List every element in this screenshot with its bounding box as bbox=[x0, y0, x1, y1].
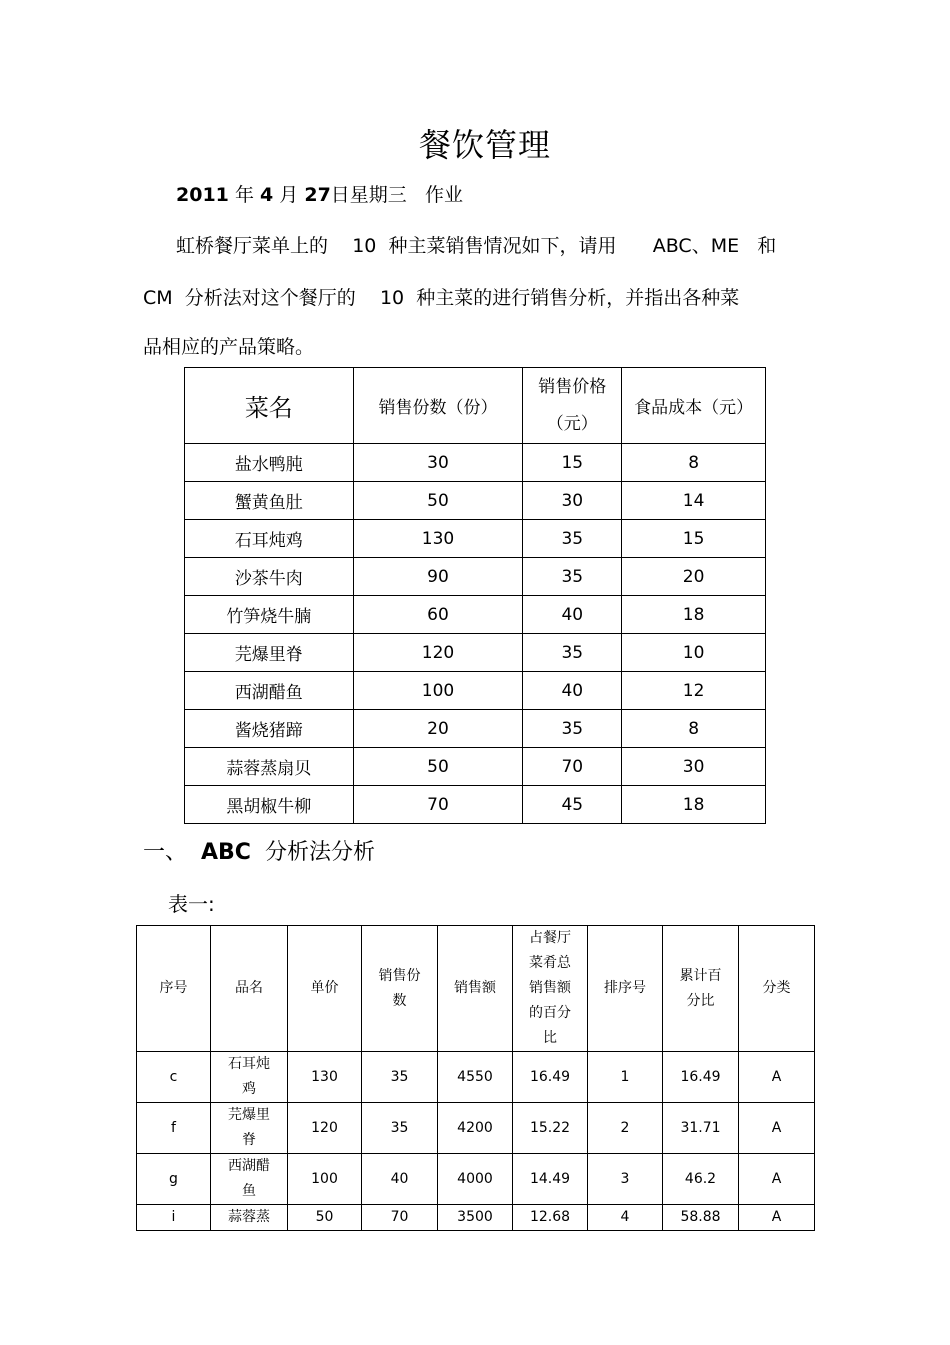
table-row bbox=[185, 596, 766, 634]
cell-rank: 2 bbox=[588, 1103, 663, 1154]
cell-cumulative: 46.2 bbox=[663, 1154, 739, 1205]
cell-name bbox=[211, 1154, 288, 1205]
intro-text: 分析法对这个餐厅的 bbox=[184, 287, 356, 309]
section-heading-abc bbox=[143, 835, 375, 866]
section-prefix: 一、 bbox=[143, 840, 188, 865]
cell-class: A bbox=[739, 1052, 815, 1103]
assignment-label: 作业 bbox=[424, 184, 463, 206]
cell-qty: 20 bbox=[353, 710, 523, 748]
cell-qty: 120 bbox=[353, 634, 523, 672]
cell-seq: g bbox=[137, 1154, 211, 1205]
table-row bbox=[137, 1052, 815, 1103]
section-abc: ABC bbox=[201, 840, 251, 865]
cell-class: A bbox=[739, 1154, 815, 1205]
cell-cost: 18 bbox=[622, 596, 766, 634]
cell-unit-price: 130 bbox=[288, 1052, 362, 1103]
header-qty-line2: 数 bbox=[392, 992, 407, 1009]
table-row bbox=[185, 748, 766, 786]
header-percent-line3: 销售额 bbox=[529, 980, 571, 996]
cell-seq: i bbox=[137, 1205, 211, 1231]
header-price-line1: 销售价格 bbox=[538, 376, 607, 397]
header-percent bbox=[513, 926, 588, 1052]
table-header-row bbox=[185, 368, 766, 444]
page-title: 餐饮管理 bbox=[418, 126, 551, 164]
table-row bbox=[185, 520, 766, 558]
cell-name bbox=[211, 1205, 288, 1231]
cell-amount: 4000 bbox=[438, 1154, 513, 1205]
cell-price: 70 bbox=[523, 748, 622, 786]
cell-cost: 20 bbox=[622, 558, 766, 596]
cell-cost: 10 bbox=[622, 634, 766, 672]
header-percent-line2: 菜肴总 bbox=[529, 955, 571, 971]
cell-price: 35 bbox=[523, 520, 622, 558]
cell-cumulative: 58.88 bbox=[663, 1205, 739, 1231]
cell-qty: 90 bbox=[353, 558, 523, 596]
header-qty-line1: 销售份 bbox=[378, 967, 421, 984]
cell-price: 45 bbox=[523, 786, 622, 824]
cell-percent: 16.49 bbox=[513, 1052, 588, 1103]
cell-name bbox=[211, 1052, 288, 1103]
header-class: 分类 bbox=[739, 926, 815, 1052]
table-row bbox=[137, 1205, 815, 1231]
cell-dish-name: 竹笋烧牛腩 bbox=[185, 596, 354, 634]
intro-text: 虹桥餐厅菜单上的 bbox=[176, 235, 329, 257]
cell-price: 40 bbox=[523, 596, 622, 634]
table-row bbox=[137, 1154, 815, 1205]
cell-qty: 35 bbox=[362, 1052, 438, 1103]
cell-amount: 4550 bbox=[438, 1052, 513, 1103]
cell-qty: 30 bbox=[353, 444, 523, 482]
cell-rank: 1 bbox=[588, 1052, 663, 1103]
cell-dish-name: 芫爆里脊 bbox=[185, 634, 354, 672]
cell-price: 35 bbox=[523, 558, 622, 596]
intro-line-2 bbox=[143, 283, 739, 310]
cell-qty: 60 bbox=[353, 596, 523, 634]
cell-seq: f bbox=[137, 1103, 211, 1154]
date-line bbox=[176, 180, 463, 207]
cell-qty: 40 bbox=[362, 1154, 438, 1205]
cell-qty: 70 bbox=[353, 786, 523, 824]
cell-dish-name: 石耳炖鸡 bbox=[185, 520, 354, 558]
cell-qty: 70 bbox=[362, 1205, 438, 1231]
date-day: 27 bbox=[304, 184, 331, 206]
date-month: 4 bbox=[260, 184, 274, 206]
header-price bbox=[523, 368, 622, 444]
table-row bbox=[185, 482, 766, 520]
cell-name-line2: 鸡 bbox=[242, 1081, 256, 1097]
header-qty bbox=[362, 926, 438, 1052]
cell-price: 15 bbox=[523, 444, 622, 482]
abc-analysis-table bbox=[136, 925, 815, 1231]
cell-cost: 8 bbox=[622, 444, 766, 482]
date-yue: 月 bbox=[279, 184, 299, 206]
cell-percent: 14.49 bbox=[513, 1154, 588, 1205]
header-percent-line5: 比 bbox=[543, 1030, 557, 1046]
cell-class: A bbox=[739, 1103, 815, 1154]
cell-qty: 130 bbox=[353, 520, 523, 558]
dish-sales-table bbox=[184, 367, 766, 824]
table-row bbox=[185, 672, 766, 710]
intro-line-1 bbox=[176, 231, 776, 258]
cell-dish-name: 黑胡椒牛柳 bbox=[185, 786, 354, 824]
header-cumulative-line1: 累计百 bbox=[679, 967, 722, 984]
cell-qty: 50 bbox=[353, 482, 523, 520]
header-percent-line4: 的百分 bbox=[529, 1005, 571, 1021]
table-row bbox=[185, 558, 766, 596]
table-header-row bbox=[137, 926, 815, 1052]
intro-text: CM bbox=[143, 287, 173, 309]
table-row bbox=[185, 786, 766, 824]
cell-price: 40 bbox=[523, 672, 622, 710]
date-nian: 年 bbox=[234, 184, 254, 206]
cell-amount: 4200 bbox=[438, 1103, 513, 1154]
cell-cost: 15 bbox=[622, 520, 766, 558]
table-row bbox=[185, 634, 766, 672]
cell-price: 35 bbox=[523, 710, 622, 748]
cell-cumulative: 16.49 bbox=[663, 1052, 739, 1103]
header-cumulative bbox=[663, 926, 739, 1052]
cell-cost: 18 bbox=[622, 786, 766, 824]
table-row bbox=[185, 444, 766, 482]
cell-dish-name: 蒜蓉蒸扇贝 bbox=[185, 748, 354, 786]
cell-name bbox=[211, 1103, 288, 1154]
intro-line-3: 品相应的产品策略。 bbox=[143, 336, 315, 358]
cell-unit-price: 50 bbox=[288, 1205, 362, 1231]
cell-percent: 12.68 bbox=[513, 1205, 588, 1231]
date-weekday: 日星期三 bbox=[330, 184, 407, 206]
cell-unit-price: 120 bbox=[288, 1103, 362, 1154]
header-seq: 序号 bbox=[137, 926, 211, 1052]
cell-percent: 15.22 bbox=[513, 1103, 588, 1154]
cell-cumulative: 31.71 bbox=[663, 1103, 739, 1154]
header-percent-line1: 占餐厅 bbox=[529, 930, 571, 946]
section-title: 分析法分析 bbox=[264, 840, 375, 865]
cell-amount: 3500 bbox=[438, 1205, 513, 1231]
cell-cost: 12 bbox=[622, 672, 766, 710]
intro-text: ABC、ME bbox=[652, 235, 740, 257]
header-amount: 销售额 bbox=[438, 926, 513, 1052]
table-row bbox=[185, 710, 766, 748]
cell-seq: c bbox=[137, 1052, 211, 1103]
header-qty: 销售份数（份） bbox=[353, 368, 523, 444]
intro-text: 种主菜的进行销售分析，并指出各种菜 bbox=[416, 287, 740, 309]
header-unit-price: 单价 bbox=[288, 926, 362, 1052]
cell-name-line2: 脊 bbox=[242, 1132, 256, 1148]
cell-dish-name: 蟹黄鱼肚 bbox=[185, 482, 354, 520]
cell-price: 30 bbox=[523, 482, 622, 520]
cell-cost: 30 bbox=[622, 748, 766, 786]
cell-rank: 4 bbox=[588, 1205, 663, 1231]
header-name: 品名 bbox=[211, 926, 288, 1052]
intro-text: 10 bbox=[379, 287, 405, 309]
cell-name-line1: 蒜蓉蒸 bbox=[228, 1209, 270, 1225]
header-cumulative-line2: 分比 bbox=[686, 992, 715, 1009]
intro-text: 10 bbox=[352, 235, 377, 257]
cell-dish-name: 西湖醋鱼 bbox=[185, 672, 354, 710]
header-cost: 食品成本（元） bbox=[622, 368, 766, 444]
cell-cost: 8 bbox=[622, 710, 766, 748]
cell-dish-name: 盐水鸭肫 bbox=[185, 444, 354, 482]
header-rank: 排序号 bbox=[588, 926, 663, 1052]
cell-dish-name: 沙茶牛肉 bbox=[185, 558, 354, 596]
cell-qty: 35 bbox=[362, 1103, 438, 1154]
cell-name-line1: 西湖醋 bbox=[228, 1158, 270, 1174]
cell-qty: 100 bbox=[353, 672, 523, 710]
cell-name-line1: 芫爆里 bbox=[228, 1107, 270, 1123]
date-year: 2011 bbox=[176, 184, 229, 206]
cell-qty: 50 bbox=[353, 748, 523, 786]
cell-class: A bbox=[739, 1205, 815, 1231]
intro-text: 和 bbox=[757, 235, 777, 257]
cell-price: 35 bbox=[523, 634, 622, 672]
table-row bbox=[137, 1103, 815, 1154]
cell-name-line2: 鱼 bbox=[242, 1183, 256, 1199]
cell-dish-name: 酱烧猪蹄 bbox=[185, 710, 354, 748]
header-price-line2: （元） bbox=[546, 413, 598, 434]
header-dish-name: 菜名 bbox=[185, 368, 354, 444]
cell-cost: 14 bbox=[622, 482, 766, 520]
table-caption: 表一: bbox=[168, 892, 215, 916]
cell-unit-price: 100 bbox=[288, 1154, 362, 1205]
cell-rank: 3 bbox=[588, 1154, 663, 1205]
cell-name-line1: 石耳炖 bbox=[228, 1056, 270, 1072]
intro-text: 种主菜销售情况如下，请用 bbox=[388, 235, 617, 257]
